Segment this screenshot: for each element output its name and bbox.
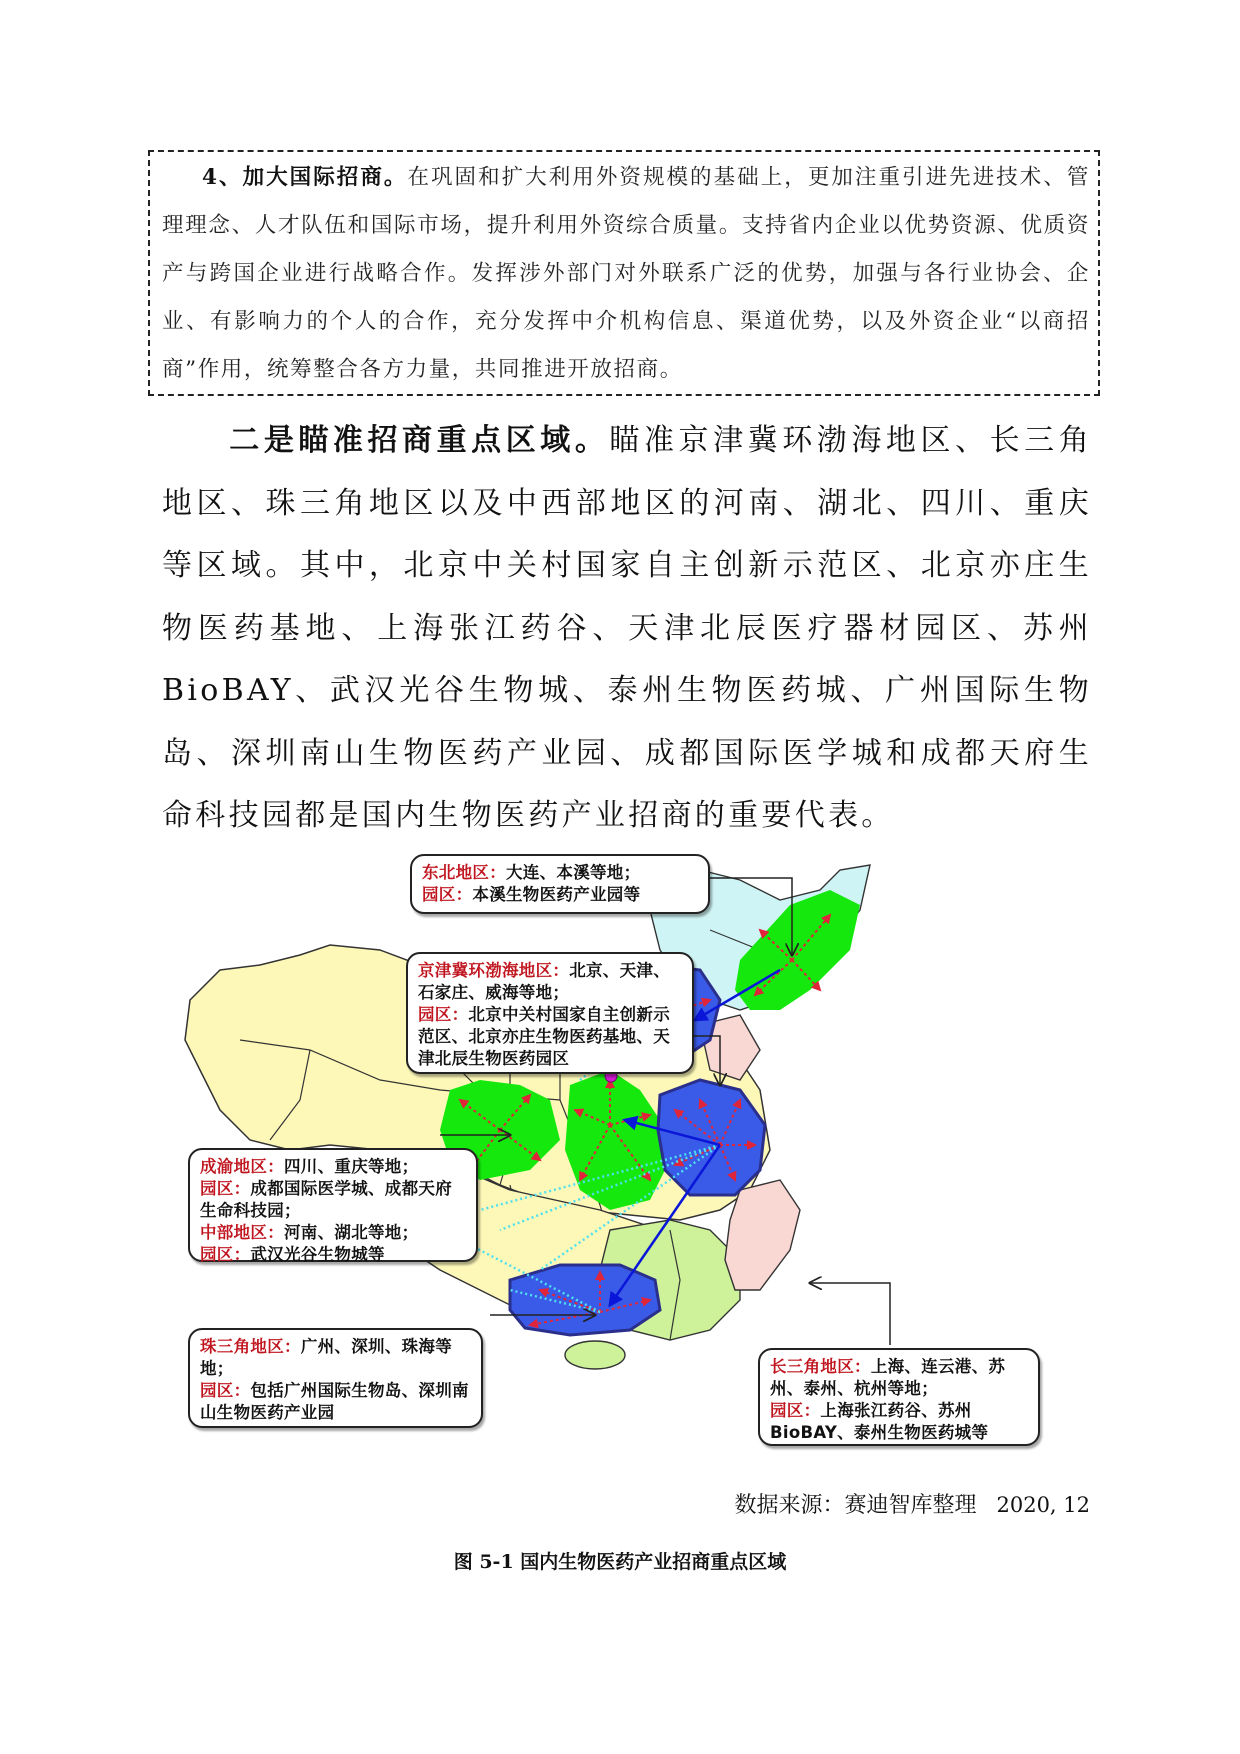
callout-jingjinji	[406, 952, 694, 1074]
park-value: 本溪生物医药产业园等	[472, 885, 641, 904]
map-arrow	[810, 1283, 890, 1345]
body-paragraph	[162, 410, 1092, 848]
boxed-paragraph-text: 在巩固和扩大利用外资规模的基础上，更加注重引进先进技术、管理理念、人才队伍和国际市场，提升利用外资综合质量。支持省内企业以优势资源、优质资产与跨国企业进行战略合作。发挥涉外部门对外联系广泛的优势，加强与各行业协会、企业、有影响力的个人的合作，充分发挥中介机构信息、渠道优势，以及外资企业“以商招商”作用，统筹整合各方力量，共同推进开放招商。	[162, 165, 1090, 382]
region-label: 中部地区：	[200, 1223, 284, 1242]
region-value: 四川、重庆等地；	[284, 1157, 419, 1176]
region-label: 东北地区：	[422, 863, 506, 882]
hainan-island	[565, 1341, 625, 1369]
region-label: 京津冀环渤海地区：	[418, 961, 570, 980]
park-value: 包括广州国际生物岛、深圳南山生物医药产业园	[200, 1381, 469, 1422]
region-label: 成渝地区：	[200, 1157, 284, 1176]
figure-caption: 图 5-1 国内生物医药产业招商重点区域	[453, 1551, 787, 1573]
source-date: 2020, 12	[996, 1493, 1090, 1517]
body-paragraph-lead: 二是瞄准招商重点区域。	[228, 423, 610, 458]
park-label: 园区：	[418, 1005, 469, 1024]
source-label: 数据来源：赛迪智库整理	[734, 1493, 977, 1518]
park-value: 成都国际医学城、成都天府生命科技园；	[200, 1179, 453, 1220]
china-bio-investment-map-figure	[180, 850, 1060, 1450]
boxed-paragraph-lead: 4、加大国际招商。	[202, 165, 408, 190]
boxed-paragraph	[148, 150, 1100, 396]
region-value: 广州、深圳、珠海等地；	[200, 1337, 453, 1378]
callout-chengyu-central	[188, 1148, 478, 1262]
park-label: 园区：	[422, 885, 473, 904]
region-value: 上海、连云港、苏州、泰州、杭州等地；	[770, 1357, 1006, 1398]
region-value: 北京、天津、石家庄、威海等地；	[418, 961, 671, 1002]
region-value: 大连、本溪等地；	[506, 863, 641, 882]
callout-northeast	[410, 854, 710, 914]
park-label: 园区：	[770, 1401, 821, 1420]
park-value: 武汉光谷生物城等	[250, 1245, 385, 1264]
callout-yrd	[758, 1348, 1040, 1446]
region-value: 河南、湖北等地；	[284, 1223, 419, 1242]
callout-prd	[188, 1328, 483, 1428]
park-value: 上海张江药谷、苏州BioBAY、泰州生物医药城等	[770, 1401, 989, 1442]
park-label: 园区：	[200, 1179, 251, 1198]
park-label: 园区：	[200, 1381, 251, 1400]
region-label: 长三角地区：	[770, 1357, 871, 1376]
park-label: 园区：	[200, 1245, 251, 1264]
figure-source	[734, 1488, 1090, 1519]
body-paragraph-text: 瞄准京津冀环渤海地区、长三角地区、珠三角地区以及中西部地区的河南、湖北、四川、重庆等区域。其中，北京中关村国家自主创新示范区、北京亦庄生物医药基地、上海张江药谷、天津北辰医疗器材园区、苏州 BioBAY、武汉光谷生物城、泰州生物医药城、广州国际生物岛、深圳南山生物医药产业园、成都国际医学城和成都天府生命科技园都是国内生物医药产业招商的重要代表。	[162, 423, 1092, 833]
park-value: 北京中关村国家自主创新示范区、北京亦庄生物医药基地、天津北辰生物医药园区	[418, 1005, 671, 1068]
region-label: 珠三角地区：	[200, 1337, 301, 1356]
